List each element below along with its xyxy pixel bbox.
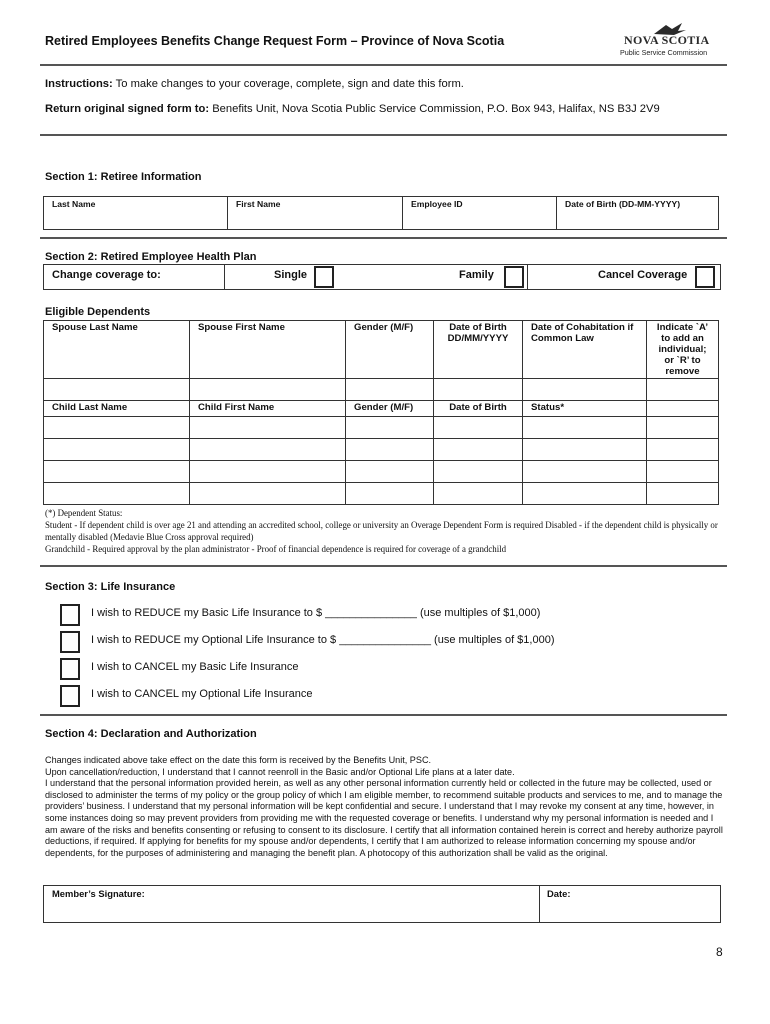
dependent-status-note (45, 507, 725, 555)
cohabitation-header: Date of Cohabitation if Common Law (523, 321, 647, 379)
nova-scotia-logo (600, 22, 740, 62)
spouse-gender-header: Gender (M/F) (346, 321, 434, 379)
last-name-field[interactable]: Last Name (44, 197, 228, 230)
table-row (44, 379, 719, 401)
dependents-table (43, 320, 719, 505)
table-row (44, 483, 719, 505)
divider (40, 64, 727, 66)
date-of-birth-field[interactable]: Date of Birth (DD-MM-YYYY) (557, 197, 719, 230)
first-name-field[interactable]: First Name (228, 197, 403, 230)
child-last-name-header: Child Last Name (44, 401, 190, 417)
declaration-text (45, 755, 725, 859)
spouse-dob-cell[interactable] (434, 379, 523, 401)
declaration-p3: I understand that the personal information provided herein, as well as any other personal information currently held or collected in the future may be collected, used or disclosed to administer the terms of my policy or the group policy of which I am eligible member, to recommend suitable products and services to me, and to manage the providers’ business. I understand that my personal information will be kept confidential and secure. I understand that I may revoke my consent at any time, however, in some instances doing so may prevent providers from providing me with the requested coverage or benefits. I understand why my personal information is needed and I am aware of the risks and benefits consenting or refusing to consent to its disclosure. I certify that all information contained herein is correct and hereby authorize payroll deductions, if required. If applying for benefits for my spouse and/or dependents, I certify that I am authorized to release information concerning my spouse and/or dependents, for the purposes of administering and managing the benefit plan. A photocopy of this authorization shall be valid as the original. (45, 778, 723, 858)
child-cell[interactable] (647, 483, 719, 505)
child-cell[interactable] (190, 417, 346, 439)
child-cell[interactable] (190, 439, 346, 461)
empty-cell (647, 401, 719, 417)
signature-label: Member’s Signature: (52, 888, 145, 899)
section4-title: Section 4: Declaration and Authorization (45, 728, 257, 740)
divider (40, 565, 727, 567)
spouse-first-name-cell[interactable] (190, 379, 346, 401)
section2-title: Section 2: Retired Employee Health Plan (45, 251, 257, 263)
child-cell[interactable] (44, 461, 190, 483)
reduce-basic-life-checkbox[interactable] (60, 604, 80, 626)
divider (40, 134, 727, 136)
child-gender-header: Gender (M/F) (346, 401, 434, 417)
signature-field[interactable] (44, 886, 538, 922)
child-dob-header: Date of Birth (434, 401, 523, 417)
table-row (44, 461, 719, 483)
cell-divider (527, 265, 528, 289)
instructions-label: Instructions: (45, 78, 113, 90)
child-cell[interactable] (190, 461, 346, 483)
child-cell[interactable] (44, 417, 190, 439)
table-row (44, 439, 719, 461)
status-note-heading: (*) Dependent Status: (45, 508, 123, 518)
family-label: Family (459, 269, 494, 281)
spouse-first-name-header: Spouse First Name (190, 321, 346, 379)
add-remove-header: Indicate `A’ to add an individual; or `R’ to remove (647, 321, 719, 379)
child-cell[interactable] (434, 461, 523, 483)
cancel-coverage-label: Cancel Coverage (598, 269, 688, 281)
child-cell[interactable] (434, 483, 523, 505)
declaration-p2: Upon cancellation/reduction, I understand that I cannot reenroll in the Basic and/or Optional Life plans at a later date. (45, 766, 515, 777)
return-label: Return original signed form to: (45, 103, 210, 115)
cell-divider (224, 265, 225, 289)
single-checkbox[interactable] (314, 266, 334, 288)
cancel-optional-life-checkbox[interactable] (60, 685, 80, 707)
single-label: Single (274, 269, 308, 281)
cohabitation-cell[interactable] (523, 379, 647, 401)
date-field[interactable] (540, 886, 720, 922)
child-cell[interactable] (523, 483, 647, 505)
status-note-grandchild: Grandchild - Required approval by the plan administrator - Proof of financial dependence is required for coverage of a grandchild (45, 544, 507, 554)
cancel-basic-life-checkbox[interactable] (60, 658, 80, 680)
child-first-name-header: Child First Name (190, 401, 346, 417)
page-number: 8 (716, 945, 723, 959)
child-cell[interactable] (346, 417, 434, 439)
return-text: Benefits Unit, Nova Scotia Public Service Commission, P.O. Box 943, Halifax, NS B3J 2V9 (209, 103, 660, 115)
reduce-optional-life-label: I wish to REDUCE my Optional Life Insurance to $ _______________ (use multiples of $1,000) (91, 634, 555, 646)
retiree-info-table (43, 196, 719, 230)
return-address (45, 103, 660, 115)
child-cell[interactable] (346, 461, 434, 483)
add-remove-cell[interactable] (647, 379, 719, 401)
change-coverage-label: Change coverage to: (52, 269, 161, 281)
child-cell[interactable] (523, 417, 647, 439)
section3-title: Section 3: Life Insurance (45, 581, 176, 593)
child-cell[interactable] (523, 461, 647, 483)
cancel-coverage-checkbox[interactable] (695, 266, 715, 288)
declaration-p1: Changes indicated above take effect on the date this form is received by the Benefits Unit, PSC. (45, 755, 432, 765)
child-cell[interactable] (647, 461, 719, 483)
employee-id-field[interactable]: Employee ID (403, 197, 557, 230)
signature-row (43, 885, 721, 923)
child-cell[interactable] (434, 417, 523, 439)
spouse-gender-cell[interactable] (346, 379, 434, 401)
logo-subtitle: Public Service Commission (620, 48, 708, 57)
child-cell[interactable] (44, 483, 190, 505)
child-cell[interactable] (523, 439, 647, 461)
child-cell[interactable] (346, 439, 434, 461)
cancel-optional-life-label: I wish to CANCEL my Optional Life Insurance (91, 688, 313, 700)
eligible-dependents-title: Eligible Dependents (45, 306, 151, 318)
child-cell[interactable] (647, 439, 719, 461)
section1-title: Section 1: Retiree Information (45, 171, 202, 183)
status-note-student: Student - If dependent child is over age 21 and attending an accredited school, college or university an Overage Dependent Form is required Disabled - if the dependent child is physically or mentally disabled (Medavie Blue Cross approval required) (45, 520, 718, 542)
table-row (44, 417, 719, 439)
child-cell[interactable] (44, 439, 190, 461)
spouse-last-name-cell[interactable] (44, 379, 190, 401)
logo-name: NOVA SCOTIA (624, 33, 710, 47)
reduce-optional-life-checkbox[interactable] (60, 631, 80, 653)
date-label: Date: (547, 888, 571, 899)
coverage-row (43, 264, 721, 290)
family-checkbox[interactable] (504, 266, 524, 288)
cancel-basic-life-label: I wish to CANCEL my Basic Life Insurance (91, 661, 299, 673)
instructions (45, 78, 464, 90)
divider (40, 714, 727, 716)
reduce-basic-life-label: I wish to REDUCE my Basic Life Insurance to $ _______________ (use multiples of $1,000) (91, 607, 541, 619)
instructions-text: To make changes to your coverage, complete, sign and date this form. (112, 78, 464, 90)
spouse-last-name-header: Spouse Last Name (44, 321, 190, 379)
child-cell[interactable] (190, 483, 346, 505)
child-cell[interactable] (647, 417, 719, 439)
child-cell[interactable] (346, 483, 434, 505)
form-title: Retired Employees Benefits Change Request Form – Province of Nova Scotia (45, 34, 505, 48)
child-status-header: Status* (523, 401, 647, 417)
spouse-dob-header: Date of Birth DD/MM/YYYY (434, 321, 523, 379)
divider (40, 237, 727, 239)
child-cell[interactable] (434, 439, 523, 461)
